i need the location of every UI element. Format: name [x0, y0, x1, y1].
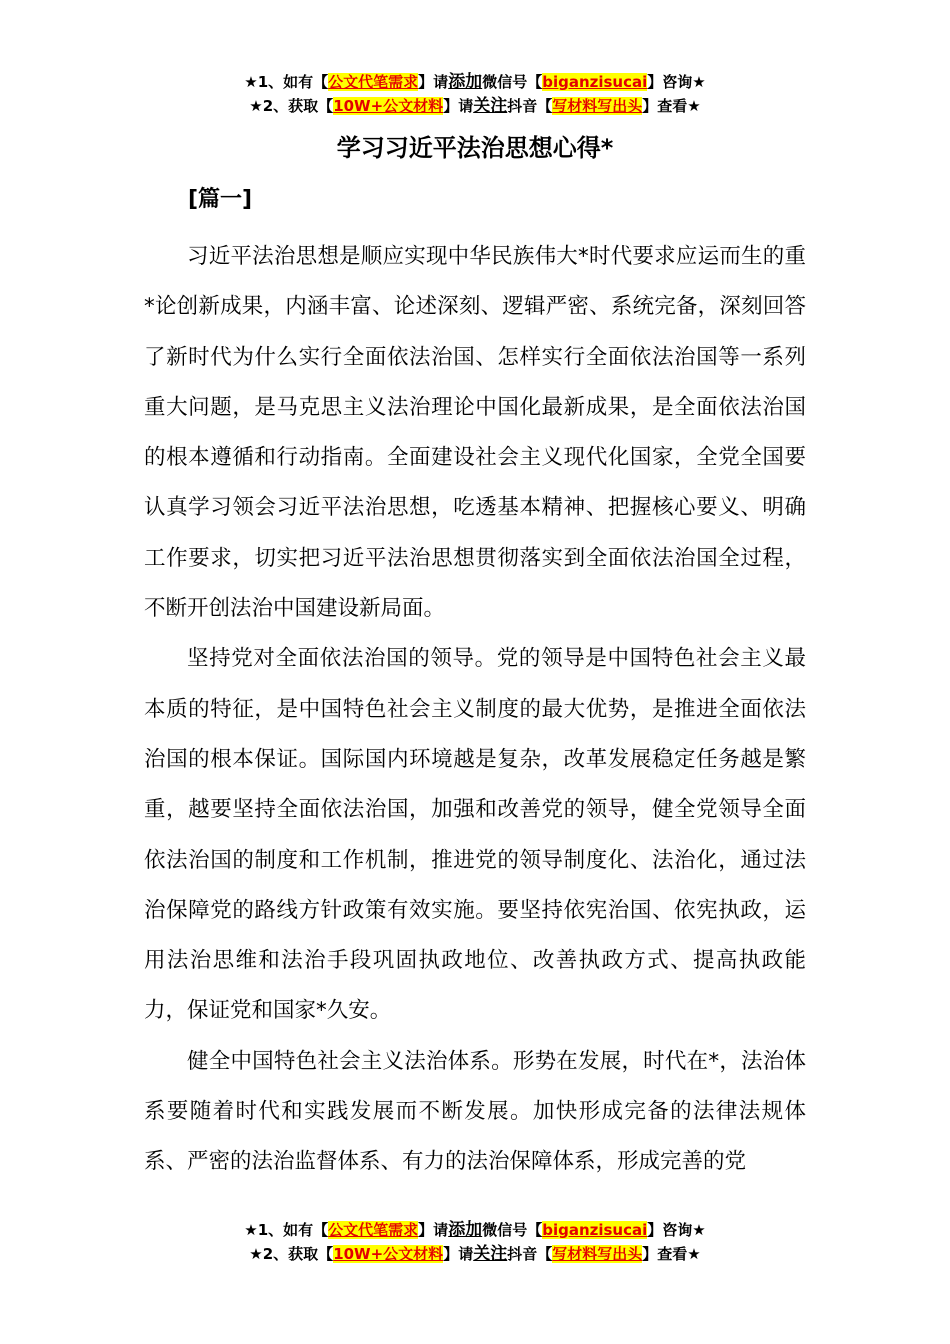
banner-text: 微信号【: [482, 73, 543, 91]
banner-highlight: 公文代笔需求: [328, 73, 419, 91]
footer-banner: [0, 1218, 950, 1266]
document-body: [144, 232, 806, 1188]
banner-text: ★1、如有【: [244, 1221, 329, 1239]
banner-text: ★2、获取【: [249, 1245, 334, 1263]
banner-text: 】请: [418, 73, 449, 91]
banner-highlight: 10W+公文材料: [333, 1245, 444, 1263]
paragraph: 习近平法治思想是顺应实现中华民族伟大*时代要求应运而生的重*论创新成果，内涵丰富、论述深刻、逻辑严密、系统完备，深刻回答了新时代为什么实行全面依法治国、怎样实行全面依法治国等一系列重大问题，是马克思主义法治理论中国化最新成果，是全面依法治国的根本遵循和行动指南。全面建设社会主义现代化国家，全党全国要认真学习领会习近平法治思想，吃透基本精神、把握核心要义、明确工作要求，切实把习近平法治思想贯彻落实到全面依法治国全过程，不断开创法治中国建设新局面。: [144, 244, 806, 622]
paragraph: 健全中国特色社会主义法治体系。形势在发展，时代在*，法治体系要随着时代和实践发展而不断发展。加快形成完备的法律法规体系、严密的法治监督体系、有力的法治保障体系，形成完善的党: [144, 1048, 806, 1175]
banner-text: 】咨询★: [647, 73, 706, 91]
banner-text: 】请: [418, 1221, 449, 1239]
header-banner: [0, 70, 950, 118]
banner-text: ★2、获取【: [249, 97, 334, 115]
banner-line-2: [0, 1242, 950, 1266]
banner-highlight: 写材料写出头: [552, 97, 643, 115]
banner-text: 】请: [443, 1245, 474, 1263]
banner-highlight: biganzisucai: [542, 1221, 648, 1239]
banner-text: 】查看★: [642, 1245, 701, 1263]
banner-underline: 添加: [448, 1220, 483, 1240]
banner-underline: 关注: [473, 1244, 508, 1264]
banner-text: 抖音【: [507, 97, 553, 115]
banner-highlight: 公文代笔需求: [328, 1221, 419, 1239]
banner-text: 微信号【: [482, 1221, 543, 1239]
banner-text: 】咨询★: [647, 1221, 706, 1239]
banner-underline: 添加: [448, 72, 483, 92]
paragraph: 坚持党对全面依法治国的领导。党的领导是中国特色社会主义最本质的特征，是中国特色社会主义制度的最大优势，是推进全面依法治国的根本保证。国际国内环境越是复杂，改革发展稳定任务越是繁重，越要坚持全面依法治国，加强和改善党的领导，健全党领导全面依法治国的制度和工作机制，推进党的领导制度化、法治化，通过法治保障党的路线方针政策有效实施。要坚持依宪治国、依宪执政，运用法治思维和法治手段巩固执政地位、改善执政方式、提高执政能力，保证党和国家*久安。: [144, 646, 806, 1024]
banner-underline: 关注: [473, 96, 508, 116]
banner-highlight: biganzisucai: [542, 73, 648, 91]
banner-text: ★1、如有【: [244, 73, 329, 91]
banner-line-1: [0, 70, 950, 94]
banner-text: 】查看★: [642, 97, 701, 115]
document-title: 学习习近平法治思想心得*: [336, 134, 614, 162]
banner-text: 】请: [443, 97, 474, 115]
banner-highlight: 10W+公文材料: [333, 97, 444, 115]
banner-line-2: [0, 94, 950, 118]
banner-highlight: 写材料写出头: [552, 1245, 643, 1263]
section-heading: [篇一]: [188, 187, 253, 212]
banner-text: 抖音【: [507, 1245, 553, 1263]
banner-line-1: [0, 1218, 950, 1242]
